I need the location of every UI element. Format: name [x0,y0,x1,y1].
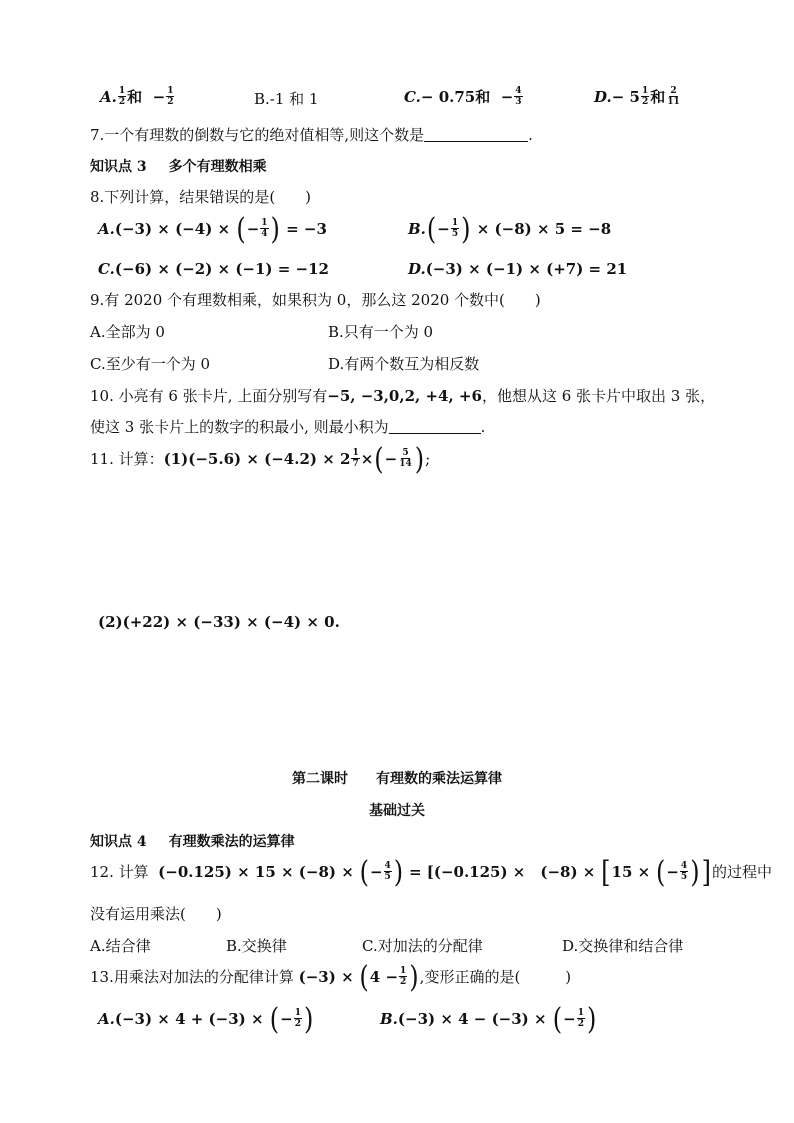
answer-blank[interactable] [424,127,528,142]
q12-option-d: D.交换律和结合律 [562,937,684,955]
fraction: $\frac{4}{5}$ [680,861,688,882]
q12-option-c: C.对加法的分配律 [362,937,483,955]
q9-option-c: C.至少有一个为 0 [90,355,211,373]
q6-option-c: C. − 0.75和 − $\frac{4}{3}$ [404,86,522,107]
lesson-title: 第二课时 有理数的乘法运算律 [292,771,502,787]
fraction: $\frac{5}{14}$ [399,448,412,469]
fraction: $\frac{4}{5}$ [384,861,391,882]
fraction: $\frac{1}{2}$ [167,86,174,107]
q6-option-a: A. $\frac{1}{2}$ 和 − $\frac{1}{2}$ [100,86,174,107]
fraction: $\frac{2}{11}$ [667,86,680,107]
fraction: $\frac{1}{5}$ [451,218,459,239]
q8-option-d: D. (−3) × (−1) × (+7) = 21 [408,260,628,278]
q6-option-d: D. − 5 $\frac{1}{2}$ 和 $\frac{2}{11}$ [594,86,680,107]
question-8-stem: 8.下列计算，结果错误的是( ) [90,188,312,206]
fraction: $\frac{1}{7}$ [352,448,359,469]
fraction: $\frac{1}{2}$ [118,86,126,107]
fraction: $\frac{1}{2}$ [577,1008,585,1029]
q13-option-b: B. (−3) × 4 − (−3) × ( − $\frac{1}{2}$ ) [380,1001,597,1036]
q6-option-b: B.-1 和 1 [254,90,319,108]
question-10-line-1: 10. 小亮有 6 张卡片, 上面分别写有 −5, −3,0,2, +4, +6 ，他想从这 6 张卡片中取出 3 张， [90,386,716,405]
q13-option-a: A. (−3) × 4 + (−3) × ( − $\frac{1}{2}$ ) [98,1001,314,1036]
q8-option-c: C. (−6) × (−2) × (−1) = −12 [98,260,329,278]
question-13-stem: 13.用乘法对加法的分配律计算 (−3) × ( 4 − $\frac{1}{2}$ ) ,变形正确的是( ) [90,959,572,994]
question-11-part-1: 11. 计算： (1)(−5.6) × (−4.2) × 2 $\frac{1}{7}$ × ( − $\frac{5}{14}$ ) ; [90,441,431,476]
q9-option-d: D.有两个数互为相反数 [328,355,480,373]
question-11-part-2: (2)(+22) × (−33) × (−4) × 0. [98,613,340,631]
q8-option-a: A. (−3) × (−4) × ( − $\frac{1}{4}$ ) = −3 [98,211,327,246]
q8-option-b: B. ( − $\frac{1}{5}$ ) × (−8) × 5 = −8 [408,211,612,246]
q12-option-b: B.交换律 [226,937,287,955]
fraction: $\frac{1}{2}$ [641,86,649,107]
question-7: 7.一个有理数的倒数与它的绝对值相等,则这个数是 . [90,125,533,144]
question-12-line-1: 12. 计算 (−0.125) × 15 × (−8) × ( − $\frac{4}{5}$ ) = [(−0.125) × (−8) × [ 15 × ( − $\frac{4}{5}$ ) ] 的过程中 [90,854,772,889]
fraction: $\frac{1}{2}$ [294,1008,301,1029]
q9-option-b: B.只有一个为 0 [328,323,434,341]
lesson-subtitle: 基础过关 [369,803,425,819]
question-12-line-2: 没有运用乘法( ) [90,905,222,923]
q12-option-a: A.结合律 [90,937,151,955]
fraction: $\frac{1}{2}$ [400,966,407,987]
question-9-stem: 9.有 2020 个有理数相乘，如果积为 0，那么这 2020 个数中( ) [90,291,541,309]
question-10-line-2: 使这 3 张卡片上的数字的积最小, 则最小积为 . [90,417,486,436]
fraction: $\frac{1}{4}$ [261,218,268,239]
answer-blank[interactable] [389,419,481,434]
q9-option-a: A.全部为 0 [90,323,165,341]
section-heading-3: 知识点 3 多个有理数相乘 [90,159,267,175]
section-heading-4: 知识点 4 有理数乘法的运算律 [90,834,295,850]
fraction: $\frac{4}{3}$ [515,86,522,107]
